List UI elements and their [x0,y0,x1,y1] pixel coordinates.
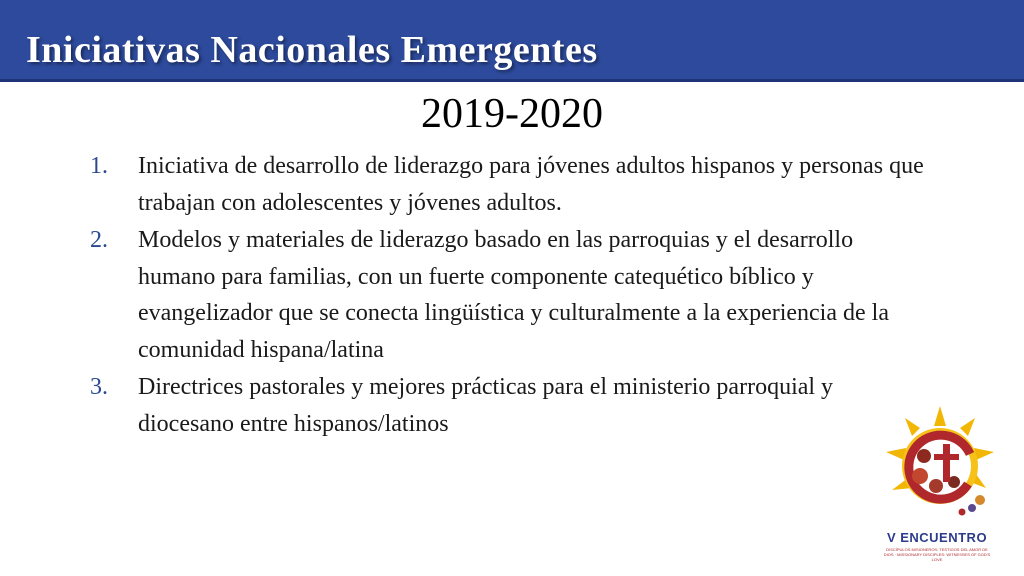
list-text: Modelos y materiales de liderazgo basado en las parroquias y el desarrollo humano para familias, con un fuerte componente catequético bíblico y evangelizador que se conecta lingüística y culturalmente a la experiencia de la comunidad hispana/latina [138,227,889,363]
title-banner [0,0,1024,82]
list-item [90,369,930,442]
list-item [90,222,930,368]
list-number: 3. [90,374,108,400]
list-number: 1. [90,153,108,179]
initiatives-list [90,148,930,443]
logo-name: V ENCUENTRO [886,530,988,545]
year-heading: 2019-2020 [421,91,603,137]
list-number: 2. [90,227,108,253]
list-text: Directrices pastorales y mejores prácticas para el ministerio parroquial y diocesano entre hispanos/latinos [138,374,834,437]
logo-tagline: DISCÍPULOS MISIONEROS: TESTIGOS DEL AMOR DE DIOS · MISSIONARY DISCIPLES: WITNESSES OF GOD'S LOVE [883,547,991,562]
list-text: Iniciativa de desarrollo de liderazgo para jóvenes adultos hispanos y personas que trabajan con adolescentes y jóvenes adultos. [138,153,924,216]
list-item [90,148,930,221]
slide-title: Iniciativas Nacionales Emergentes [26,29,598,71]
encuentro-logo-icon [880,404,1000,529]
